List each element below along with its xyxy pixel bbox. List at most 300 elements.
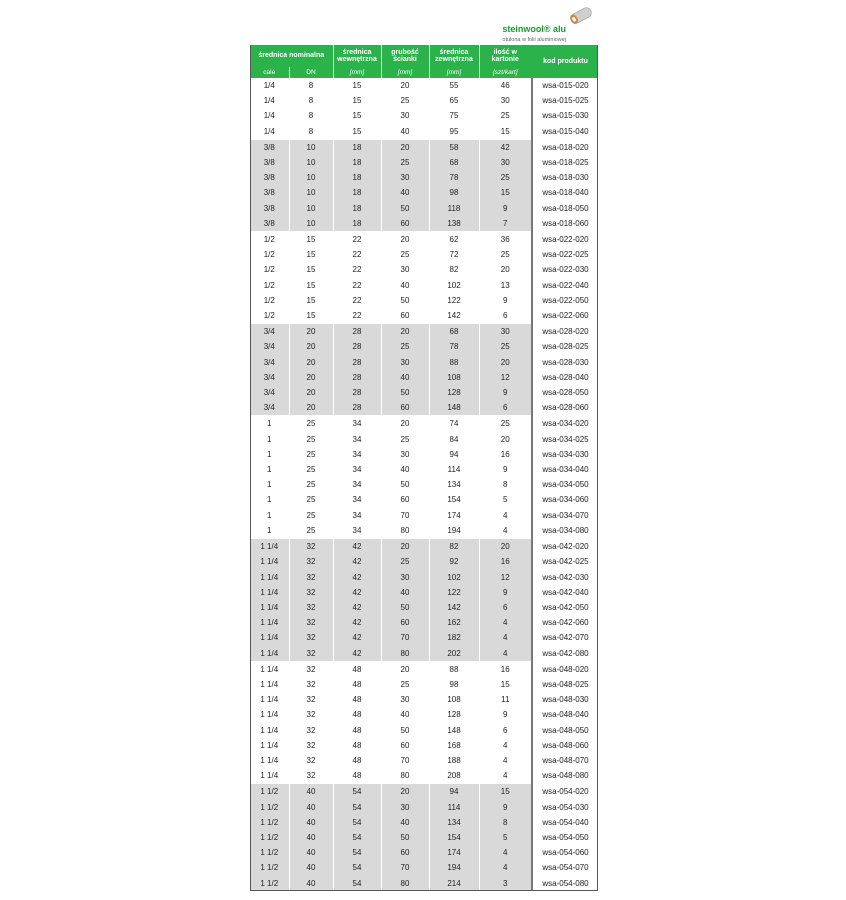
- cell-thickness: 25: [381, 432, 429, 447]
- header-outer-diameter: średnica zewnętrzna: [429, 45, 479, 67]
- cell-product-code: wsa-028-040: [532, 370, 598, 385]
- cell-inner-diameter: 34: [333, 447, 381, 462]
- table-row: [250, 600, 598, 615]
- table-row: [250, 247, 598, 262]
- cell-inches: 1 1/4: [250, 570, 289, 585]
- cell-inches: 3/8: [250, 185, 289, 200]
- table-row: [250, 508, 598, 523]
- table-row: [250, 185, 598, 200]
- cell-thickness: 50: [381, 477, 429, 492]
- cell-thickness: 50: [381, 385, 429, 400]
- cell-dn: 15: [289, 278, 333, 293]
- table-row: [250, 78, 598, 93]
- cell-outer-diameter: 214: [429, 876, 479, 891]
- cell-inner-diameter: 18: [333, 155, 381, 170]
- cell-outer-diameter: 94: [429, 784, 479, 800]
- cell-quantity: 25: [479, 170, 532, 185]
- table-row: [250, 707, 598, 722]
- cell-quantity: 5: [479, 830, 532, 845]
- cell-inner-diameter: 42: [333, 615, 381, 630]
- cell-dn: 40: [289, 800, 333, 815]
- cell-dn: 10: [289, 170, 333, 185]
- cell-thickness: 80: [381, 768, 429, 784]
- table-row: [250, 661, 598, 677]
- cell-thickness: 40: [381, 585, 429, 600]
- cell-product-code: wsa-034-080: [532, 523, 598, 539]
- cell-quantity: 4: [479, 508, 532, 523]
- cell-thickness: 20: [381, 78, 429, 93]
- cell-quantity: 20: [479, 262, 532, 277]
- cell-inches: 3/8: [250, 201, 289, 216]
- cell-product-code: wsa-034-050: [532, 477, 598, 492]
- table-row: [250, 447, 598, 462]
- cell-inner-diameter: 54: [333, 784, 381, 800]
- cell-dn: 8: [289, 108, 333, 123]
- table-row: [250, 646, 598, 662]
- cell-thickness: 40: [381, 370, 429, 385]
- cell-quantity: 25: [479, 108, 532, 123]
- cell-inner-diameter: 42: [333, 600, 381, 615]
- cell-outer-diameter: 102: [429, 278, 479, 293]
- cell-product-code: wsa-022-025: [532, 247, 598, 262]
- cell-outer-diameter: 58: [429, 139, 479, 155]
- brand-name: steinwool® alu: [502, 24, 566, 34]
- table-row: [250, 293, 598, 308]
- cell-outer-diameter: 78: [429, 339, 479, 354]
- cell-outer-diameter: 84: [429, 432, 479, 447]
- cell-dn: 32: [289, 630, 333, 645]
- cell-inner-diameter: 48: [333, 738, 381, 753]
- cell-quantity: 4: [479, 738, 532, 753]
- cell-quantity: 6: [479, 723, 532, 738]
- cell-product-code: wsa-054-080: [532, 876, 598, 891]
- cell-quantity: 30: [479, 155, 532, 170]
- cell-dn: 32: [289, 692, 333, 707]
- cell-dn: 32: [289, 570, 333, 585]
- cell-inner-diameter: 42: [333, 630, 381, 645]
- cell-quantity: 13: [479, 278, 532, 293]
- cell-dn: 10: [289, 185, 333, 200]
- cell-dn: 32: [289, 554, 333, 569]
- cell-quantity: 9: [479, 201, 532, 216]
- cell-thickness: 30: [381, 447, 429, 462]
- cell-inner-diameter: 54: [333, 845, 381, 860]
- table-row: [250, 262, 598, 277]
- cell-inner-diameter: 15: [333, 78, 381, 93]
- cell-outer-diameter: 142: [429, 308, 479, 324]
- cell-inner-diameter: 34: [333, 492, 381, 507]
- table-row: [250, 370, 598, 385]
- cell-inches: 1/4: [263, 126, 275, 136]
- cell-product-code: wsa-018-020: [532, 139, 598, 155]
- cell-quantity: 4: [479, 615, 532, 630]
- cell-quantity: 46: [479, 78, 532, 93]
- cell-inner-diameter: 22: [333, 232, 381, 248]
- cell-thickness: 60: [381, 738, 429, 753]
- cell-thickness: 20: [381, 139, 429, 155]
- cell-dn: 25: [289, 416, 333, 432]
- cell-dn: 32: [289, 646, 333, 662]
- cell-quantity: 42: [479, 139, 532, 155]
- cell-thickness: 50: [381, 723, 429, 738]
- cell-inches: 1 1/4: [250, 615, 289, 630]
- cell-thickness: 80: [381, 646, 429, 662]
- cell-dn: 32: [289, 753, 333, 768]
- cell-inner-diameter: 42: [333, 585, 381, 600]
- cell-product-code: wsa-034-020: [532, 416, 598, 432]
- cell-inches: 3/8: [250, 216, 289, 232]
- cell-inner-diameter: 15: [333, 124, 381, 140]
- cell-quantity: 12: [479, 370, 532, 385]
- cell-product-code: wsa-042-040: [532, 585, 598, 600]
- cell-outer-diameter: 74: [429, 416, 479, 432]
- cell-quantity: 15: [479, 124, 532, 140]
- cell-product-code: wsa-054-050: [532, 830, 598, 845]
- cell-thickness: 70: [381, 508, 429, 523]
- cell-product-code: wsa-054-040: [532, 815, 598, 830]
- cell-quantity: 4: [479, 753, 532, 768]
- cell-quantity: 9: [479, 385, 532, 400]
- cell-quantity: 6: [479, 400, 532, 416]
- cell-product-code: wsa-042-050: [532, 600, 598, 615]
- table-row: [250, 232, 598, 248]
- cell-quantity: 5: [479, 492, 532, 507]
- cell-thickness: 25: [381, 93, 429, 108]
- cell-quantity: 11: [479, 692, 532, 707]
- table-row: [250, 845, 598, 860]
- cell-product-code: wsa-042-070: [532, 630, 598, 645]
- cell-outer-diameter: 98: [429, 677, 479, 692]
- cell-dn: 25: [289, 523, 333, 539]
- cell-outer-diameter: 134: [429, 477, 479, 492]
- cell-thickness: 40: [381, 124, 429, 140]
- cell-product-code: wsa-018-030: [532, 170, 598, 185]
- cell-inches: 1: [250, 416, 289, 432]
- cell-dn: 25: [289, 462, 333, 477]
- cell-inner-diameter: 42: [333, 646, 381, 662]
- cell-outer-diameter: 182: [429, 630, 479, 645]
- cell-inches: 1: [267, 449, 272, 459]
- table-row: [250, 108, 598, 123]
- cell-quantity: 15: [479, 784, 532, 800]
- insulation-pipe-icon: [565, 0, 598, 29]
- cell-thickness: 30: [381, 262, 429, 277]
- cell-dn: 32: [289, 661, 333, 677]
- cell-product-code: wsa-042-030: [532, 570, 598, 585]
- table-row: [250, 278, 598, 293]
- cell-thickness: 25: [381, 554, 429, 569]
- cell-inner-diameter: 34: [333, 432, 381, 447]
- cell-outer-diameter: 82: [429, 262, 479, 277]
- product-table: [250, 45, 598, 891]
- table-row: [250, 738, 598, 753]
- cell-inches: 1 1/4: [260, 695, 279, 705]
- table-body: [250, 78, 598, 891]
- cell-thickness: 50: [381, 600, 429, 615]
- cell-thickness: 50: [381, 830, 429, 845]
- cell-quantity: 30: [479, 93, 532, 108]
- cell-product-code: wsa-054-060: [532, 845, 598, 860]
- cell-thickness: 30: [381, 570, 429, 585]
- cell-quantity: 20: [479, 539, 532, 555]
- cell-outer-diameter: 134: [429, 815, 479, 830]
- table-row: [250, 416, 598, 432]
- cell-inches: 3/4: [250, 324, 289, 340]
- cell-quantity: 9: [479, 707, 532, 722]
- cell-dn: 32: [289, 539, 333, 555]
- table-row: [250, 692, 598, 707]
- subheader-inches: cale: [250, 67, 289, 78]
- cell-quantity: 16: [479, 447, 532, 462]
- cell-thickness: 40: [381, 707, 429, 722]
- cell-outer-diameter: 92: [429, 554, 479, 569]
- cell-outer-diameter: 122: [429, 293, 479, 308]
- cell-outer-diameter: 168: [429, 738, 479, 753]
- cell-product-code: wsa-048-040: [532, 707, 598, 722]
- cell-product-code: wsa-048-080: [532, 768, 598, 784]
- cell-inches: 1 1/2: [250, 784, 289, 800]
- table-row: [250, 677, 598, 692]
- cell-outer-diameter: 108: [429, 370, 479, 385]
- cell-product-code: wsa-018-025: [532, 155, 598, 170]
- cell-thickness: 40: [381, 462, 429, 477]
- cell-dn: 40: [289, 860, 333, 875]
- cell-product-code: wsa-042-025: [532, 554, 598, 569]
- cell-thickness: 60: [381, 845, 429, 860]
- cell-inner-diameter: 34: [333, 477, 381, 492]
- cell-inner-diameter: 48: [333, 707, 381, 722]
- cell-dn: 32: [289, 707, 333, 722]
- cell-inner-diameter: 28: [333, 385, 381, 400]
- cell-inner-diameter: 48: [333, 753, 381, 768]
- subheader-dn: DN: [289, 67, 333, 78]
- cell-thickness: 70: [381, 860, 429, 875]
- cell-outer-diameter: 55: [429, 78, 479, 93]
- table-row: [250, 815, 598, 830]
- cell-quantity: 15: [479, 677, 532, 692]
- table-row: [250, 385, 598, 400]
- cell-quantity: 8: [479, 477, 532, 492]
- cell-product-code: wsa-034-070: [532, 508, 598, 523]
- cell-inches: 1: [267, 480, 272, 490]
- cell-quantity: 15: [479, 185, 532, 200]
- cell-dn: 10: [289, 155, 333, 170]
- cell-dn: 32: [289, 585, 333, 600]
- cell-outer-diameter: 72: [429, 247, 479, 262]
- cell-outer-diameter: 88: [429, 661, 479, 677]
- cell-inner-diameter: 22: [333, 278, 381, 293]
- cell-inches: 3/4: [250, 370, 289, 385]
- cell-inches: 1 1/4: [260, 740, 279, 750]
- cell-inner-diameter: 54: [333, 876, 381, 891]
- table-row: [250, 768, 598, 784]
- cell-thickness: 80: [381, 876, 429, 891]
- cell-quantity: 16: [479, 661, 532, 677]
- cell-dn: 40: [289, 845, 333, 860]
- cell-quantity: 9: [479, 462, 532, 477]
- cell-inches: 3/8: [250, 170, 289, 185]
- cell-thickness: 20: [381, 539, 429, 555]
- cell-outer-diameter: 154: [429, 492, 479, 507]
- cell-inner-diameter: 48: [333, 692, 381, 707]
- cell-inner-diameter: 42: [333, 554, 381, 569]
- cell-dn: 20: [289, 385, 333, 400]
- cell-thickness: 60: [381, 400, 429, 416]
- cell-inches: 1 1/4: [260, 679, 279, 689]
- cell-product-code: wsa-048-020: [532, 661, 598, 677]
- cell-quantity: 9: [479, 800, 532, 815]
- cell-dn: 25: [289, 432, 333, 447]
- header-wall-thickness: grubość ścianki: [381, 45, 429, 67]
- cell-dn: 20: [289, 370, 333, 385]
- table-row: [250, 324, 598, 340]
- cell-thickness: 30: [381, 108, 429, 123]
- cell-dn: 20: [289, 400, 333, 416]
- cell-dn: 15: [289, 247, 333, 262]
- cell-product-code: wsa-028-060: [532, 400, 598, 416]
- cell-thickness: 20: [381, 661, 429, 677]
- cell-inches: 1/2: [263, 280, 275, 290]
- cell-product-code: wsa-022-020: [532, 232, 598, 248]
- cell-outer-diameter: 102: [429, 570, 479, 585]
- cell-inner-diameter: 48: [333, 661, 381, 677]
- cell-inner-diameter: 48: [333, 677, 381, 692]
- cell-inches: 1/4: [263, 111, 275, 121]
- cell-dn: 25: [289, 508, 333, 523]
- cell-inner-diameter: 18: [333, 170, 381, 185]
- cell-thickness: 60: [381, 615, 429, 630]
- cell-thickness: 70: [381, 753, 429, 768]
- cell-product-code: wsa-034-060: [532, 492, 598, 507]
- cell-thickness: 30: [381, 355, 429, 370]
- cell-inner-diameter: 15: [333, 108, 381, 123]
- cell-outer-diameter: 78: [429, 170, 479, 185]
- header-product-code: kod produktu: [532, 45, 598, 78]
- cell-product-code: wsa-048-070: [532, 753, 598, 768]
- cell-outer-diameter: 128: [429, 707, 479, 722]
- cell-outer-diameter: 128: [429, 385, 479, 400]
- cell-dn: 32: [289, 600, 333, 615]
- cell-dn: 20: [289, 324, 333, 340]
- cell-dn: 32: [289, 677, 333, 692]
- cell-dn: 25: [289, 447, 333, 462]
- header-nominal-diameter: średnica nominalna: [250, 45, 333, 67]
- cell-thickness: 60: [381, 216, 429, 232]
- cell-outer-diameter: 194: [429, 523, 479, 539]
- cell-inches: 1 1/2: [250, 860, 289, 875]
- cell-inner-diameter: 28: [333, 370, 381, 385]
- cell-outer-diameter: 75: [429, 108, 479, 123]
- cell-dn: 32: [289, 738, 333, 753]
- cell-dn: 10: [289, 139, 333, 155]
- cell-inches: 1/2: [263, 265, 275, 275]
- cell-outer-diameter: 68: [429, 324, 479, 340]
- table-row: [250, 124, 598, 140]
- subheader-qty-unit: [szt/kart]: [479, 67, 532, 78]
- cell-thickness: 25: [381, 339, 429, 354]
- cell-quantity: 16: [479, 554, 532, 569]
- cell-product-code: wsa-022-030: [532, 262, 598, 277]
- cell-quantity: 9: [479, 585, 532, 600]
- cell-outer-diameter: 62: [429, 232, 479, 248]
- cell-product-code: wsa-034-025: [532, 432, 598, 447]
- table-row: [250, 432, 598, 447]
- cell-product-code: wsa-054-070: [532, 860, 598, 875]
- cell-inches: 1 1/4: [260, 755, 279, 765]
- cell-product-code: wsa-018-060: [532, 216, 598, 232]
- cell-thickness: 70: [381, 630, 429, 645]
- cell-product-code: wsa-022-040: [532, 278, 598, 293]
- cell-product-code: wsa-034-030: [532, 447, 598, 462]
- cell-quantity: 36: [479, 232, 532, 248]
- cell-quantity: 9: [479, 293, 532, 308]
- cell-product-code: wsa-015-025: [532, 93, 598, 108]
- cell-inches: 1: [267, 525, 272, 535]
- cell-outer-diameter: 154: [429, 830, 479, 845]
- cell-inner-diameter: 48: [333, 768, 381, 784]
- cell-dn: 40: [289, 830, 333, 845]
- cell-product-code: wsa-054-020: [532, 784, 598, 800]
- cell-inches: 1 1/4: [260, 710, 279, 720]
- cell-dn: 15: [289, 308, 333, 324]
- cell-dn: 40: [289, 784, 333, 800]
- cell-inner-diameter: 18: [333, 185, 381, 200]
- cell-inner-diameter: 54: [333, 800, 381, 815]
- cell-quantity: 8: [479, 815, 532, 830]
- cell-inches: 1 1/2: [250, 845, 289, 860]
- cell-inner-diameter: 34: [333, 508, 381, 523]
- cell-outer-diameter: 174: [429, 845, 479, 860]
- cell-dn: 10: [289, 216, 333, 232]
- cell-dn: 40: [289, 815, 333, 830]
- cell-inches: 1 1/4: [250, 661, 289, 677]
- header-quantity: ilość w kartonie: [479, 45, 532, 67]
- cell-outer-diameter: 114: [429, 800, 479, 815]
- cell-product-code: wsa-048-025: [532, 677, 598, 692]
- table-row: [250, 170, 598, 185]
- cell-thickness: 25: [381, 247, 429, 262]
- cell-product-code: wsa-028-030: [532, 355, 598, 370]
- cell-outer-diameter: 122: [429, 585, 479, 600]
- cell-inches: 1/2: [250, 232, 289, 248]
- cell-inches: 1 1/4: [260, 771, 279, 781]
- cell-product-code: wsa-042-060: [532, 615, 598, 630]
- table-row: [250, 539, 598, 555]
- cell-inches: 1 1/2: [250, 830, 289, 845]
- cell-inner-diameter: 22: [333, 293, 381, 308]
- cell-inches: 1: [267, 510, 272, 520]
- cell-outer-diameter: 65: [429, 93, 479, 108]
- cell-dn: 25: [289, 492, 333, 507]
- cell-inner-diameter: 28: [333, 324, 381, 340]
- cell-inches: 1/4: [263, 96, 275, 106]
- cell-product-code: wsa-022-060: [532, 308, 598, 324]
- cell-inches: 3/4: [250, 355, 289, 370]
- brand-subtitle: otulona w folii aluminiowej: [502, 37, 566, 43]
- cell-inches: 1 1/4: [250, 600, 289, 615]
- cell-outer-diameter: 88: [429, 355, 479, 370]
- cell-product-code: wsa-054-030: [532, 800, 598, 815]
- cell-outer-diameter: 208: [429, 768, 479, 784]
- cell-inches: 1 1/4: [250, 646, 289, 662]
- cell-thickness: 30: [381, 800, 429, 815]
- cell-product-code: wsa-015-020: [532, 78, 598, 93]
- cell-thickness: 20: [381, 324, 429, 340]
- cell-quantity: 20: [479, 432, 532, 447]
- cell-outer-diameter: 95: [429, 124, 479, 140]
- cell-outer-diameter: 148: [429, 723, 479, 738]
- cell-inches: 1 1/2: [250, 800, 289, 815]
